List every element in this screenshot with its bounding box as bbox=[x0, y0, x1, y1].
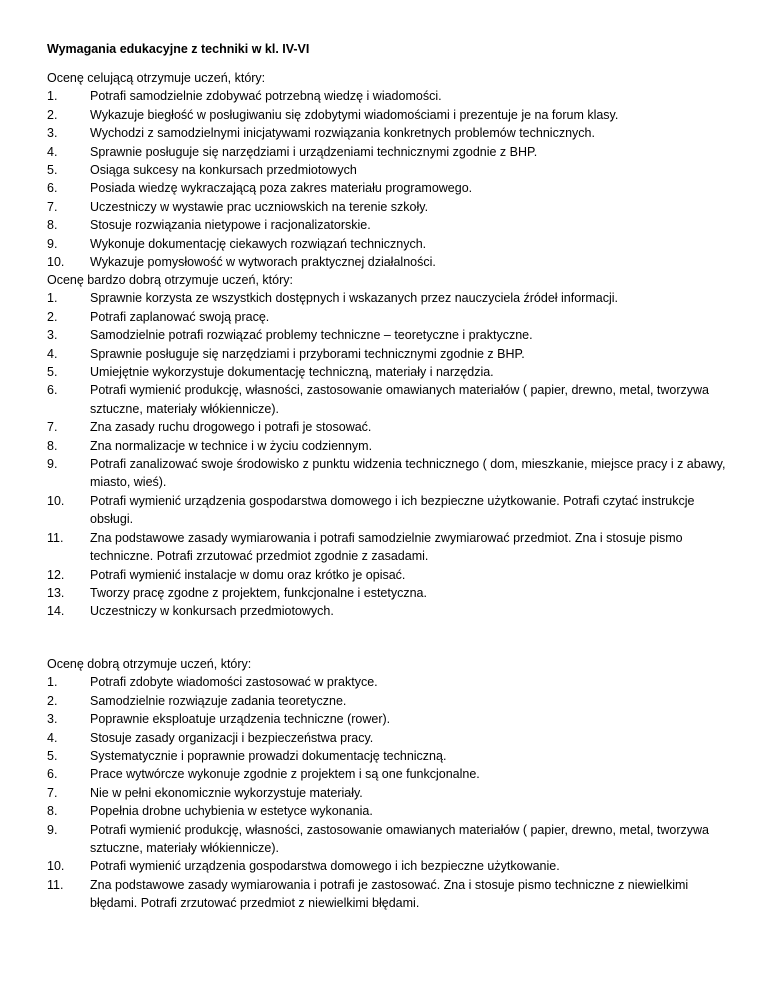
item-text: Prace wytwórcze wykonuje zgodnie z projektem i są one funkcjonalne. bbox=[90, 767, 480, 782]
item-text: Poprawnie eksploatuje urządzenia techniczne (rower). bbox=[90, 712, 391, 727]
item-text: Potrafi wymienić produkcję, własności, zastosowanie omawianych materiałów ( papier, drewno, metal, tworzywa sztuczne, materiały włókiennicze). bbox=[90, 822, 710, 856]
item-number: 8. bbox=[47, 804, 58, 819]
list-item bbox=[47, 198, 727, 216]
item-text: Potrafi wymienić urządzenia gospodarstwa domowego i ich bezpieczne użytkowanie. bbox=[90, 859, 560, 874]
item-number: 10. bbox=[47, 493, 65, 508]
item-number: 11. bbox=[47, 877, 64, 892]
item-text: Uczestniczy w wystawie prac uczniowskich na terenie szkoły. bbox=[90, 199, 429, 214]
item-text: Umiejętnie wykorzystuje dokumentację techniczną, materiały i narzędzia. bbox=[90, 365, 494, 380]
item-text: Samodzielnie rozwiązuje zadania teoretyczne. bbox=[90, 693, 347, 708]
list-item bbox=[47, 345, 727, 363]
list-item bbox=[47, 584, 727, 602]
item-number: 11. bbox=[47, 530, 64, 545]
item-text: Sprawnie posługuje się narzędziami i przyborami technicznymi zgodnie z BHP. bbox=[90, 346, 525, 361]
item-number: 12. bbox=[47, 567, 65, 582]
item-number: 5. bbox=[47, 749, 58, 764]
section-intro: Ocenę bardzo dobrą otrzymuje uczeń, który: bbox=[47, 273, 293, 287]
item-text: Sprawnie posługuje się narzędziami i urządzeniami technicznymi zgodnie z BHP. bbox=[90, 144, 538, 159]
item-number: 9. bbox=[47, 236, 58, 251]
item-text: Samodzielnie potrafi rozwiązać problemy techniczne – teoretyczne i praktyczne. bbox=[90, 328, 533, 343]
item-text: Potrafi zaplanować swoją pracę. bbox=[90, 309, 270, 324]
document-title: Wymagania edukacyjne z techniki w kl. IV-VI bbox=[47, 42, 310, 56]
list-item bbox=[47, 602, 727, 620]
list-item bbox=[47, 381, 727, 418]
item-text: Potrafi samodzielnie zdobywać potrzebną wiedzę i wiadomości. bbox=[90, 89, 442, 104]
list-item bbox=[47, 710, 727, 728]
item-text: Potrafi wymienić produkcję, własności, zastosowanie omawianych materiałów ( papier, drewno, metal, tworzywa sztuczne, materiały włókiennicze). bbox=[90, 383, 710, 416]
item-number: 2. bbox=[47, 693, 58, 708]
section-bardzo-dobra bbox=[47, 271, 727, 621]
list-item bbox=[47, 179, 727, 197]
item-text: Popełnia drobne uchybienia w estetyce wykonania. bbox=[90, 804, 373, 819]
item-number: 6. bbox=[47, 767, 58, 782]
item-text: Stosuje rozwiązania nietypowe i racjonalizatorskie. bbox=[90, 218, 371, 233]
list-item bbox=[47, 802, 727, 820]
item-text: Stosuje zasady organizacji i bezpieczeństwa pracy. bbox=[90, 730, 374, 745]
list-item bbox=[47, 673, 727, 691]
item-number: 5. bbox=[47, 163, 58, 178]
item-number: 4. bbox=[47, 144, 58, 159]
item-text: Zna podstawowe zasady wymiarowania i potrafi samodzielnie zwymiarować przedmiot. Zna i stosuje pismo techniczne. Potrafi zrzutować przedmiot zgodnie z zasadami. bbox=[90, 530, 683, 564]
item-text: Tworzy pracę zgodne z projektem, funkcjonalne i estetyczna. bbox=[90, 585, 427, 600]
item-number: 3. bbox=[47, 712, 58, 727]
item-number: 6. bbox=[47, 383, 58, 398]
item-number: 1. bbox=[47, 89, 58, 104]
list-item bbox=[47, 529, 727, 566]
list-item bbox=[47, 765, 727, 783]
list-item bbox=[47, 418, 727, 436]
list-item bbox=[47, 492, 727, 529]
requirements-list bbox=[47, 673, 727, 912]
item-number: 2. bbox=[47, 309, 58, 324]
item-text: Uczestniczy w konkursach przedmiotowych. bbox=[90, 604, 334, 619]
item-number: 2. bbox=[47, 107, 58, 122]
section-celujaca bbox=[47, 69, 727, 271]
list-item bbox=[47, 876, 727, 913]
list-item bbox=[47, 437, 727, 455]
item-number: 13. bbox=[47, 585, 65, 600]
item-number: 6. bbox=[47, 181, 58, 196]
list-item bbox=[47, 161, 727, 179]
item-number: 10. bbox=[47, 255, 65, 270]
item-text: Zna normalizacje w technice i w życiu codziennym. bbox=[90, 438, 373, 453]
item-number: 7. bbox=[47, 199, 58, 214]
item-text: Wykazuje biegłość w posługiwaniu się zdobytymi wiadomościami i prezentuje je na forum klasy. bbox=[90, 107, 619, 122]
item-number: 5. bbox=[47, 365, 58, 380]
item-text: Osiąga sukcesy na konkursach przedmiotowych bbox=[90, 163, 357, 178]
item-text: Zna zasady ruchu drogowego i potrafi je stosować. bbox=[90, 420, 372, 435]
item-number: 1. bbox=[47, 675, 58, 690]
item-number: 7. bbox=[47, 420, 58, 435]
item-number: 4. bbox=[47, 730, 58, 745]
list-item bbox=[47, 253, 727, 271]
section-intro: Ocenę dobrą otrzymuje uczeń, który: bbox=[47, 657, 252, 671]
item-text: Posiada wiedzę wykraczającą poza zakres materiału programowego. bbox=[90, 181, 473, 196]
item-text: Potrafi zdobyte wiadomości zastosować w praktyce. bbox=[90, 675, 378, 690]
list-item bbox=[47, 784, 727, 802]
list-item bbox=[47, 289, 727, 307]
item-number: 9. bbox=[47, 822, 58, 837]
section-intro: Ocenę celującą otrzymuje uczeń, który: bbox=[47, 71, 266, 85]
requirements-list bbox=[47, 87, 727, 271]
requirements-list bbox=[47, 289, 727, 620]
list-item bbox=[47, 308, 727, 326]
item-number: 3. bbox=[47, 126, 58, 141]
item-text: Nie w pełni ekonomicznie wykorzystuje materiały. bbox=[90, 785, 363, 800]
item-text: Wychodzi z samodzielnymi inicjatywami rozwiązania konkretnych problemów technicznych. bbox=[90, 126, 595, 141]
list-item bbox=[47, 87, 727, 105]
section-dobra bbox=[47, 655, 727, 913]
item-text: Wykonuje dokumentację ciekawych rozwiązań technicznych. bbox=[90, 236, 427, 251]
list-item bbox=[47, 124, 727, 142]
item-text: Systematycznie i poprawnie prowadzi dokumentację techniczną. bbox=[90, 749, 447, 764]
item-text: Potrafi wymienić instalacje w domu oraz krótko je opisać. bbox=[90, 567, 406, 582]
list-item bbox=[47, 326, 727, 344]
item-text: Potrafi wymienić urządzenia gospodarstwa domowego i ich bezpieczne użytkowanie. Potrafi czytać instrukcje obsługi. bbox=[90, 493, 695, 527]
item-number: 8. bbox=[47, 438, 58, 453]
list-item bbox=[47, 106, 727, 124]
list-item bbox=[47, 216, 727, 234]
item-number: 8. bbox=[47, 218, 58, 233]
item-number: 10. bbox=[47, 859, 65, 874]
item-number: 9. bbox=[47, 457, 58, 472]
item-text: Sprawnie korzysta ze wszystkich dostępnych i wskazanych przez nauczyciela źródeł informacji. bbox=[90, 291, 618, 306]
list-item bbox=[47, 729, 727, 747]
list-item bbox=[47, 455, 727, 492]
list-item bbox=[47, 143, 727, 161]
item-number: 1. bbox=[47, 291, 58, 306]
list-item bbox=[47, 857, 727, 875]
list-item bbox=[47, 235, 727, 253]
list-item bbox=[47, 821, 727, 858]
item-number: 3. bbox=[47, 328, 58, 343]
item-text: Wykazuje pomysłowość w wytworach praktycznej działalności. bbox=[90, 255, 436, 270]
item-number: 14. bbox=[47, 604, 65, 619]
item-text: Zna podstawowe zasady wymiarowania i potrafi je zastosować. Zna i stosuje pismo techniczne z niewielkimi błędami. Potrafi zrzutować przedmiot z niewielkimi błędami. bbox=[90, 877, 689, 911]
list-item bbox=[47, 566, 727, 584]
item-number: 4. bbox=[47, 346, 58, 361]
list-item bbox=[47, 747, 727, 765]
item-text: Potrafi zanalizować swoje środowisko z punktu widzenia technicznego ( dom, mieszkanie, miejsce pracy i z abawy, miasto, wieś). bbox=[90, 457, 726, 490]
item-number: 7. bbox=[47, 785, 58, 800]
list-item bbox=[47, 692, 727, 710]
list-item bbox=[47, 363, 727, 381]
